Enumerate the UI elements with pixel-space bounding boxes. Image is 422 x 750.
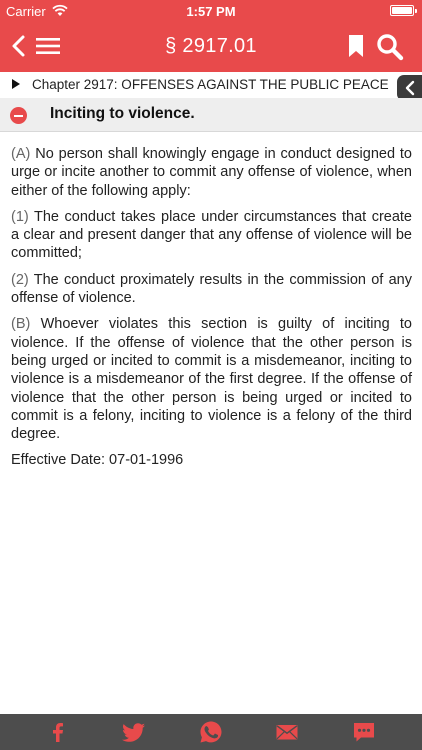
twitter-icon[interactable] — [122, 720, 146, 744]
status-time: 1:57 PM — [186, 4, 236, 19]
section-heading: Inciting to violence. — [50, 105, 195, 122]
section-header — [0, 98, 422, 132]
navigation-bar — [0, 22, 422, 72]
paragraph-text: The conduct proximately results in the commission of any offense of violence. — [11, 271, 412, 307]
whatsapp-icon[interactable] — [199, 720, 223, 744]
paragraph-text: Whoever violates this section is guilty of inciting to violence. If the offense of violence that the other person is being urged or incited to commit is a misdemeanor, inciting to violence is a misdemeanor of the first degree. If the offense of violence that the other person is being urged or incited to commit is a felony, inciting to violence is a felony of the third degree. — [11, 316, 412, 443]
collapse-minus-icon[interactable] — [10, 107, 27, 124]
battery-icon — [390, 5, 414, 16]
chapter-label: Chapter 2917: OFFENSES AGAINST THE PUBLIC PEACE — [32, 77, 389, 92]
paragraph-marker: (B) — [11, 316, 31, 333]
facebook-icon[interactable] — [46, 720, 70, 744]
chapter-breadcrumb[interactable] — [0, 72, 422, 98]
paragraph-b — [11, 315, 412, 443]
status-bar — [0, 0, 422, 22]
paragraph-2 — [11, 271, 412, 308]
chevron-left-icon — [404, 80, 416, 96]
expand-triangle-icon — [12, 79, 20, 89]
email-icon[interactable] — [275, 720, 299, 744]
paragraph-marker: (1) — [11, 208, 29, 225]
search-icon[interactable] — [376, 33, 404, 61]
top-bar — [0, 0, 422, 72]
share-bar — [0, 714, 422, 750]
bookmark-icon[interactable] — [348, 34, 364, 58]
paragraph-a — [11, 145, 412, 200]
paragraph-1 — [11, 208, 412, 263]
paragraph-marker: (A) — [11, 146, 31, 162]
paragraph-text: No person shall knowingly engage in conduct designed to urge or incite another to commit any offense of violence, when either of the following apply: — [11, 146, 412, 199]
paragraph-marker: (2) — [11, 271, 29, 288]
sms-icon[interactable] — [352, 720, 376, 744]
page-title: § 2917.01 — [165, 35, 257, 57]
carrier-label: Carrier — [6, 4, 46, 19]
statute-text — [11, 145, 412, 469]
effective-date: Effective Date: 07-01-1996 — [11, 452, 184, 469]
paragraph-text: The conduct takes place under circumstances that create a clear and present danger that any offense of violence will be committed; — [11, 208, 412, 262]
